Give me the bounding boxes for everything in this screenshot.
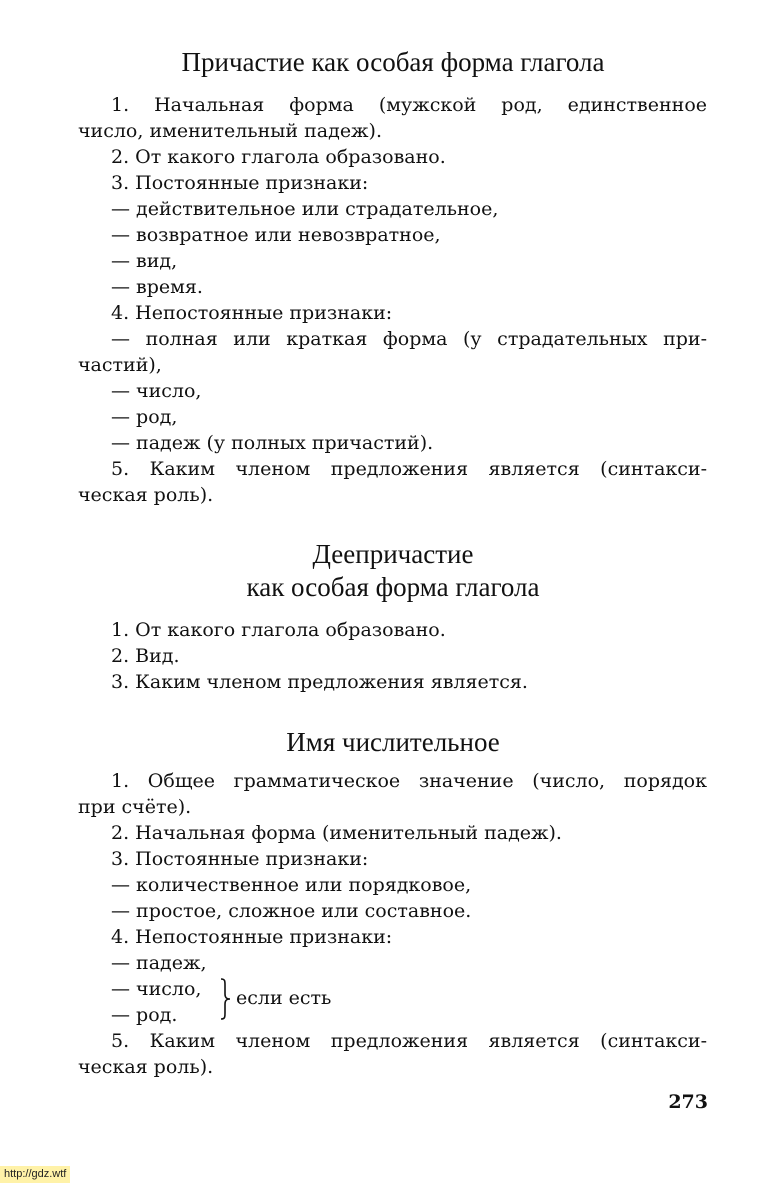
numeral-line-5: — количественное или порядковое, [111, 874, 472, 896]
participle-line-10: — полная или краткая форма (у страдательных при- [111, 328, 707, 350]
participle-line-11: частий), [78, 354, 162, 376]
participle-line-2: число, именительный падеж). [78, 120, 382, 142]
section-title-participle: Причастие как особая форма глагола [181, 47, 605, 77]
participle-line-15: 5. Каким членом предложения является (синтакси- [111, 458, 707, 480]
participle-line-5: — действительное или страдательное, [111, 198, 499, 220]
section-title-numeral: Имя числительное [286, 727, 500, 757]
participle-line-16: ческая роль). [78, 484, 214, 506]
gerund-line-1: 1. От какого глагола образовано. [111, 619, 446, 641]
numeral-line-2: при счёте). [78, 796, 192, 818]
participle-line-14: — падеж (у полных причастий). [111, 432, 434, 454]
numeral-line-6: — простое, сложное или составное. [111, 900, 472, 922]
participle-line-13: — род, [111, 406, 178, 428]
participle-line-9: 4. Непостоянные признаки: [111, 302, 393, 324]
participle-line-12: — число, [111, 380, 202, 402]
section-title-gerund-line-2: как особая форма глагола [246, 572, 540, 602]
participle-line-3: 2. От какого глагола образовано. [111, 146, 446, 168]
participle-line-6: — возвратное или невозвратное, [111, 224, 441, 246]
numeral-line-4: 3. Постоянные признаки: [111, 848, 369, 870]
numeral-line-7: 4. Непостоянные признаки: [111, 926, 393, 948]
numeral-line-3: 2. Начальная форма (именительный падеж). [111, 822, 562, 844]
brace-note-text: если есть [236, 987, 332, 1009]
numeral-line-9: — число, [111, 978, 202, 1000]
section-title-gerund-line-1: Деепричастие [312, 539, 474, 569]
gerund-line-3: 3. Каким членом предложения является. [111, 671, 528, 693]
participle-line-7: — вид, [111, 250, 178, 272]
numeral-line-11: 5. Каким членом предложения является (синтакси- [111, 1030, 707, 1052]
numeral-line-8: — падеж, [111, 952, 207, 974]
participle-line-1: 1. Начальная форма (мужской род, единственное [111, 94, 707, 116]
page-number: 273 [668, 1091, 708, 1113]
numeral-line-10: — род. [111, 1004, 178, 1026]
participle-line-4: 3. Постоянные признаки: [111, 172, 369, 194]
gerund-line-2: 2. Вид. [111, 645, 180, 667]
numeral-line-12: ческая роль). [78, 1056, 214, 1078]
participle-line-8: — время. [111, 276, 203, 298]
curly-brace-icon [218, 977, 232, 1021]
watermark-link[interactable]: http://gdz.wtf [0, 1166, 70, 1183]
numeral-line-1: 1. Общее грамматическое значение (число, порядок [111, 770, 707, 792]
